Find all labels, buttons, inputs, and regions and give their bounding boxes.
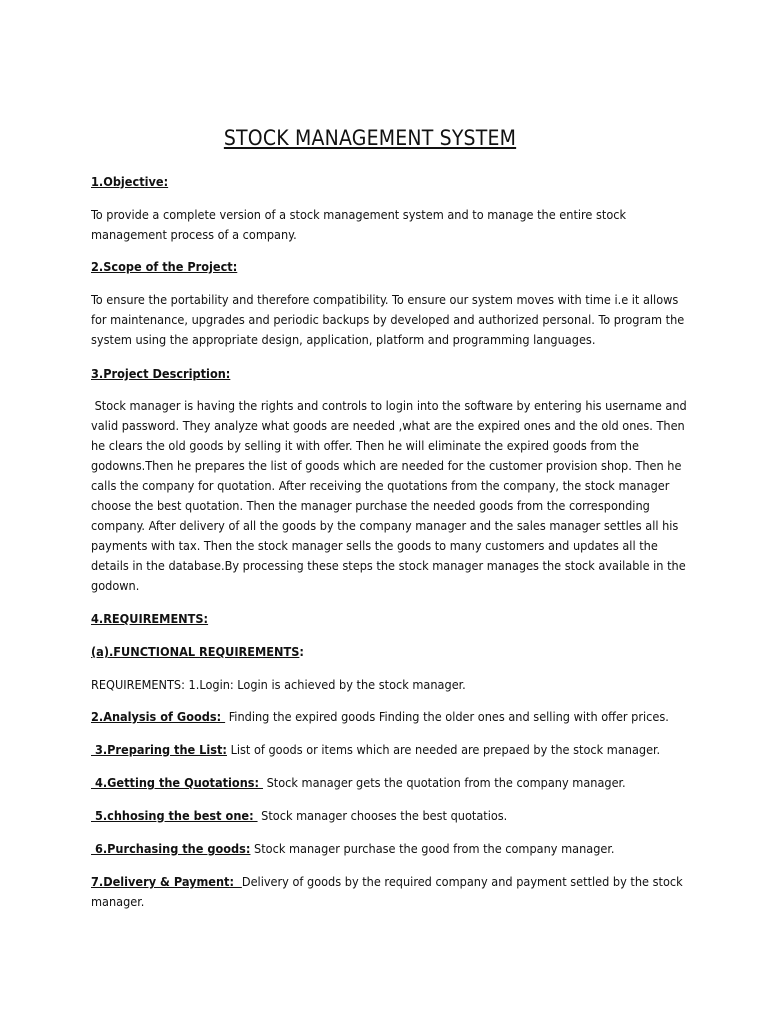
requirement-item-1 bbox=[91, 675, 691, 695]
requirement-item-7-text: Delivery of goods by the required company and payment settled by the stock manager. bbox=[91, 874, 687, 909]
requirement-item-2 bbox=[91, 707, 691, 727]
description-heading-text: 3.Project Description: bbox=[91, 366, 231, 381]
requirement-item-4-label: 4.Getting the Quotations: bbox=[91, 775, 263, 790]
requirements-heading-text: 4.REQUIREMENTS: bbox=[91, 611, 209, 626]
functional-requirements-label: (a).FUNCTIONAL REQUIREMENTS bbox=[91, 644, 300, 659]
scope-heading-text: 2.Scope of the Project: bbox=[91, 259, 238, 274]
requirement-item-2-text: Finding the expired goods Finding the older ones and selling with offer prices. bbox=[225, 709, 669, 724]
requirement-item-6-label: 6.Purchasing the goods: bbox=[91, 841, 251, 856]
requirements-heading bbox=[91, 609, 691, 629]
objective-heading bbox=[91, 172, 691, 192]
requirement-item-5 bbox=[91, 806, 691, 826]
objective-paragraph: To provide a complete version of a stock management system and to manage the entire stock management process of a company. bbox=[91, 207, 627, 242]
objective-heading-text: 1.Objective: bbox=[91, 174, 169, 189]
requirement-item-7-label: 7.Delivery & Payment: bbox=[91, 874, 242, 889]
functional-requirements-heading bbox=[91, 642, 691, 662]
functional-requirements-colon: : bbox=[299, 644, 304, 659]
scope-heading bbox=[91, 257, 691, 277]
requirement-item-3-text: List of goods or items which are needed are prepaed by the stock manager. bbox=[226, 742, 661, 757]
requirement-item-3-label: 3.Preparing the List: bbox=[91, 742, 227, 757]
requirement-item-4-text: Stock manager gets the quotation from the company manager. bbox=[262, 775, 626, 790]
requirement-item-3 bbox=[91, 740, 691, 760]
description-paragraph: Stock manager is having the rights and controls to login into the software by entering his username and valid password. They analyze what goods are needed ,what are the expired ones and the old ones. Then he clears the old goods by selling it with offer. Then he will eliminate the expired goods from the godowns.Then he prepares the list of goods which are needed for the customer provision shop. Then he calls the company for quotation. After receiving the quotations from the company, the stock manager choose the best quotation. Then the manager purchase the needed goods from the corresponding company. After delivery of all the goods by the company manager and the sales manager settles all his payments with tax. Then the stock manager sells the goods to many customers and updates all the details in the database.By processing these steps the stock manager manages the stock available in the godown. bbox=[91, 398, 691, 593]
requirement-item-6 bbox=[91, 839, 691, 859]
requirement-item-5-label: 5.chhosing the best one: bbox=[91, 808, 258, 823]
requirement-item-4 bbox=[91, 773, 691, 793]
requirement-item-6-text: Stock manager purchase the good from the company manager. bbox=[250, 841, 615, 856]
page-title: STOCK MANAGEMENT SYSTEM bbox=[223, 126, 517, 150]
requirement-item-2-label: 2.Analysis of Goods: bbox=[91, 709, 226, 724]
requirement-item-7 bbox=[91, 872, 691, 912]
requirement-item-1-text: REQUIREMENTS: 1.Login: Login is achieved by the stock manager. bbox=[91, 677, 466, 692]
requirement-item-5-text: Stock manager chooses the best quotatios. bbox=[257, 808, 508, 823]
description-heading bbox=[91, 364, 691, 384]
scope-paragraph: To ensure the portability and therefore compatibility. To ensure our system moves with time i.e it allows for maintenance, upgrades and periodic backups by developed and authorized personal. To program the system using the appropriate design, application, platform and programming languages. bbox=[91, 292, 685, 347]
